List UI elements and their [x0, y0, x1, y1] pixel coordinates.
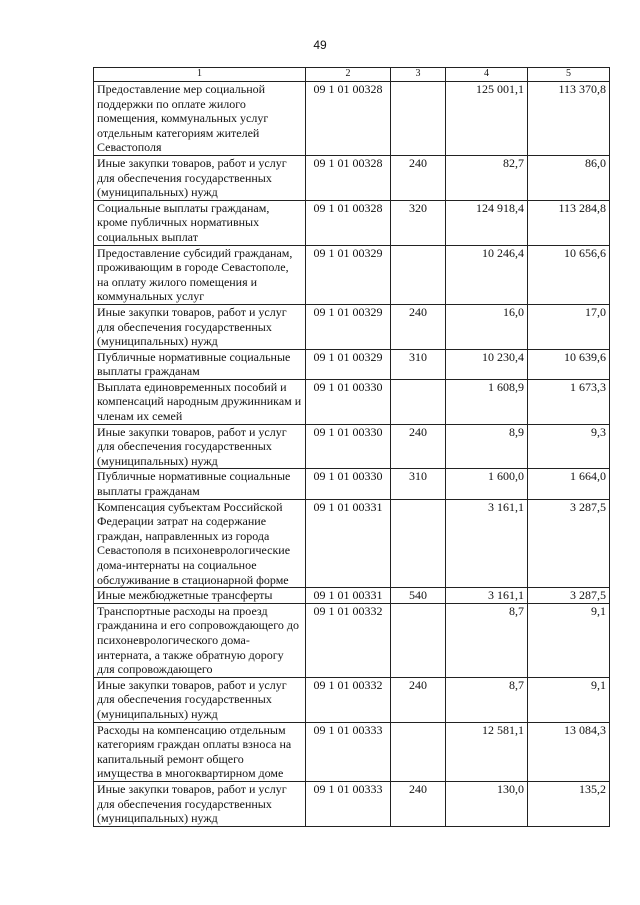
row-expense-type: 320: [391, 200, 446, 245]
row-code: 09 1 01 00330: [306, 379, 391, 424]
row-description: Иные межбюджетные трансферты: [94, 588, 306, 604]
page-number: 49: [313, 38, 327, 52]
budget-table: [93, 67, 610, 827]
column-header: 4: [446, 68, 528, 82]
row-code: 09 1 01 00330: [306, 424, 391, 469]
row-amount-year-2: 10 656,6: [528, 245, 610, 304]
row-description: Иные закупки товаров, работ и услуг для обеспечения государственных (муниципальных) нужд: [94, 304, 306, 349]
row-expense-type: [391, 379, 446, 424]
table-row: [94, 349, 610, 379]
row-expense-type: [391, 722, 446, 781]
table-row: [94, 82, 610, 156]
row-description: Иные закупки товаров, работ и услуг для обеспечения государственных (муниципальных) нужд: [94, 677, 306, 722]
column-header: 1: [94, 68, 306, 82]
row-amount-year-2: 1 673,3: [528, 379, 610, 424]
row-amount-year-1: 130,0: [446, 781, 528, 826]
row-expense-type: 240: [391, 677, 446, 722]
row-expense-type: 540: [391, 588, 446, 604]
row-amount-year-2: 113 370,8: [528, 82, 610, 156]
row-amount-year-2: 135,2: [528, 781, 610, 826]
table-row: [94, 499, 610, 588]
row-amount-year-2: 3 287,5: [528, 499, 610, 588]
row-description: Социальные выплаты гражданам, кроме публичных нормативных социальных выплат: [94, 200, 306, 245]
row-code: 09 1 01 00331: [306, 499, 391, 588]
row-description: Компенсация субъектам Российской Федерации затрат на содержание граждан, направленных из города Севастополя в психоневрологические дома-интернаты на социальное обслуживание в стационарной форме: [94, 499, 306, 588]
row-description: Иные закупки товаров, работ и услуг для обеспечения государственных (муниципальных) нужд: [94, 155, 306, 200]
row-amount-year-1: 8,7: [446, 603, 528, 677]
table-row: [94, 781, 610, 826]
row-expense-type: [391, 245, 446, 304]
row-description: Публичные нормативные социальные выплаты гражданам: [94, 469, 306, 499]
row-description: Предоставление субсидий гражданам, проживающим в городе Севастополе, на оплату жилого помещения и коммунальных услуг: [94, 245, 306, 304]
row-amount-year-1: 12 581,1: [446, 722, 528, 781]
row-expense-type: 240: [391, 155, 446, 200]
table-row: [94, 379, 610, 424]
row-amount-year-1: 3 161,1: [446, 499, 528, 588]
row-amount-year-1: 124 918,4: [446, 200, 528, 245]
row-code: 09 1 01 00328: [306, 200, 391, 245]
row-code: 09 1 01 00329: [306, 304, 391, 349]
row-expense-type: [391, 603, 446, 677]
row-description: Предоставление мер социальной поддержки по оплате жилого помещения, коммунальных услуг отдельным категориям жителей Севастополя: [94, 82, 306, 156]
row-code: 09 1 01 00328: [306, 82, 391, 156]
row-amount-year-1: 3 161,1: [446, 588, 528, 604]
row-amount-year-1: 1 600,0: [446, 469, 528, 499]
row-description: Расходы на компенсацию отдельным категориям граждан оплаты взноса на капитальный ремонт общего имущества в многоквартирном доме: [94, 722, 306, 781]
row-amount-year-2: 17,0: [528, 304, 610, 349]
row-code: 09 1 01 00332: [306, 677, 391, 722]
row-code: 09 1 01 00329: [306, 245, 391, 304]
row-amount-year-2: 86,0: [528, 155, 610, 200]
row-amount-year-1: 10 246,4: [446, 245, 528, 304]
row-amount-year-1: 82,7: [446, 155, 528, 200]
column-header: 2: [306, 68, 391, 82]
row-amount-year-1: 10 230,4: [446, 349, 528, 379]
column-header: 3: [391, 68, 446, 82]
row-amount-year-1: 8,7: [446, 677, 528, 722]
table-header-row: [94, 68, 610, 82]
row-amount-year-2: 9,1: [528, 603, 610, 677]
table-row: [94, 588, 610, 604]
row-code: 09 1 01 00332: [306, 603, 391, 677]
row-amount-year-2: 1 664,0: [528, 469, 610, 499]
row-description: Публичные нормативные социальные выплаты гражданам: [94, 349, 306, 379]
row-expense-type: 240: [391, 304, 446, 349]
row-description: Транспортные расходы на проезд гражданина и его сопровождающего до психоневрологического дома-интерната, а также обратную дорогу для сопровождающего: [94, 603, 306, 677]
row-description: Выплата единовременных пособий и компенсаций народным дружинникам и членам их семей: [94, 379, 306, 424]
row-code: 09 1 01 00328: [306, 155, 391, 200]
row-expense-type: 310: [391, 349, 446, 379]
table-row: [94, 424, 610, 469]
row-amount-year-2: 13 084,3: [528, 722, 610, 781]
row-expense-type: 310: [391, 469, 446, 499]
row-description: Иные закупки товаров, работ и услуг для обеспечения государственных (муниципальных) нужд: [94, 781, 306, 826]
table-body: [94, 82, 610, 827]
row-code: 09 1 01 00333: [306, 722, 391, 781]
table-row: [94, 469, 610, 499]
row-expense-type: 240: [391, 781, 446, 826]
row-amount-year-1: 16,0: [446, 304, 528, 349]
column-header: 5: [528, 68, 610, 82]
row-code: 09 1 01 00329: [306, 349, 391, 379]
row-code: 09 1 01 00331: [306, 588, 391, 604]
row-code: 09 1 01 00333: [306, 781, 391, 826]
row-amount-year-2: 10 639,6: [528, 349, 610, 379]
row-amount-year-2: 9,3: [528, 424, 610, 469]
row-code: 09 1 01 00330: [306, 469, 391, 499]
table-row: [94, 603, 610, 677]
table-row: [94, 722, 610, 781]
row-description: Иные закупки товаров, работ и услуг для обеспечения государственных (муниципальных) нужд: [94, 424, 306, 469]
table-row: [94, 245, 610, 304]
table-row: [94, 200, 610, 245]
row-expense-type: [391, 82, 446, 156]
table-row: [94, 304, 610, 349]
row-amount-year-2: 9,1: [528, 677, 610, 722]
row-amount-year-1: 8,9: [446, 424, 528, 469]
row-expense-type: 240: [391, 424, 446, 469]
row-amount-year-1: 1 608,9: [446, 379, 528, 424]
table-row: [94, 677, 610, 722]
table-row: [94, 155, 610, 200]
row-amount-year-2: 113 284,8: [528, 200, 610, 245]
row-amount-year-1: 125 001,1: [446, 82, 528, 156]
row-expense-type: [391, 499, 446, 588]
row-amount-year-2: 3 287,5: [528, 588, 610, 604]
